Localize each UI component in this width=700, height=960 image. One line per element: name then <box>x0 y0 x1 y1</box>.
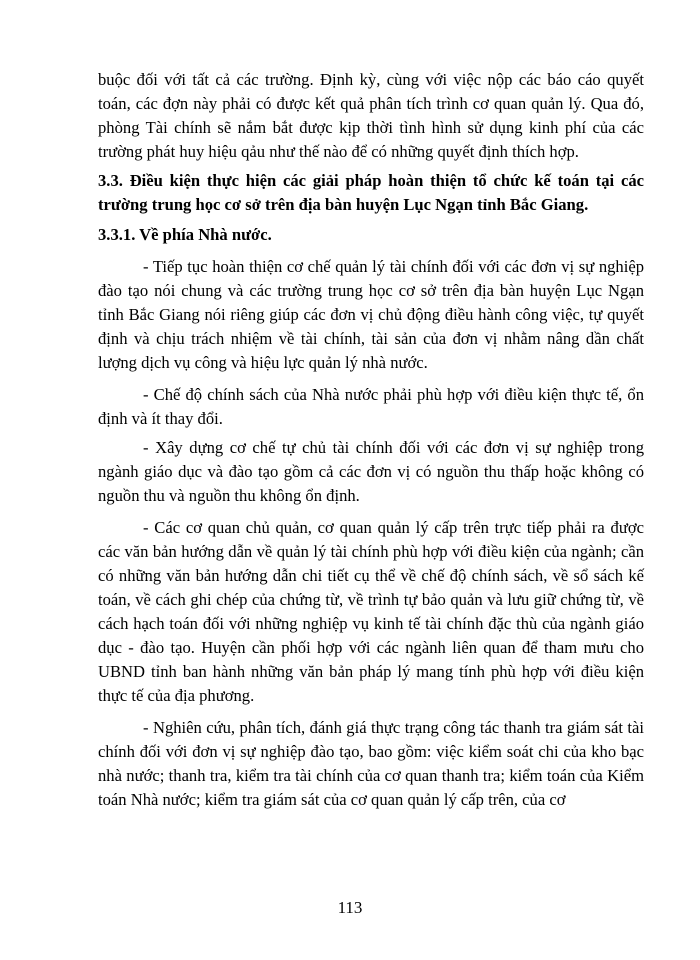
intro-paragraph: buộc đối với tất cả các trường. Định kỳ, cùng với việc nộp các báo cáo quyết toán, các đợn này phải có được kết quả phân tích trình cơ quan quản lý. Qua đó, phòng Tài chính sẽ nắm bắt được kịp thời tình hình sử dụng kinh phí của các trường phát huy hiệu qảu như thế nào để có những quyết định thích hợp. <box>98 70 644 161</box>
section-heading: 3.3. Điều kiện thực hiện các giải pháp hoàn thiện tổ chức kế toán tại các trường trung học cơ sở trên địa bàn huyện Lục Ngạn tỉnh Bắc Giang. <box>98 171 644 214</box>
bullet-paragraph-1: - Tiếp tục hoàn thiện cơ chế quản lý tài chính đối với các đơn vị sự nghiệp đào tạo nói chung và các trường trung học cơ sở trên địa bàn huyện Lục Ngạn tỉnh Bắc Giang nói riêng giúp các đơn vị chủ động điều hành công việc, tự quyết định và chịu trách nhiệm về tài chính, tài sản của đơn vị nhằm nâng dần chất lượng dịch vụ công và hiệu lực quản lý nhà nước. <box>98 257 644 372</box>
subsection-heading: 3.3.1. Về phía Nhà nước. <box>98 225 272 244</box>
bullet-paragraph-3: - Xây dựng cơ chế tự chủ tài chính đối với các đơn vị sự nghiệp trong ngành giáo dục và đào tạo gồm cả các đơn vị có nguồn thu thấp hoặc không có nguồn thu và nguồn thu không ổn định. <box>98 438 644 505</box>
bullet-paragraph-5: - Nghiên cứu, phân tích, đánh giá thực trạng công tác thanh tra giám sát tài chính đối với đơn vị sự nghiệp đào tạo, bao gồm: việc kiểm soát chi của kho bạc nhà nước; thanh tra, kiểm tra tài chính của cơ quan thanh tra; kiểm toán của Kiểm toán Nhà nước; kiểm tra giám sát của cơ quan quản lý cấp trên, của cơ <box>98 718 644 809</box>
document-body <box>98 68 644 817</box>
page-number: 113 <box>337 898 363 917</box>
bullet-paragraph-4: - Các cơ quan chủ quản, cơ quan quản lý cấp trên trực tiếp phải ra được các văn bản hướng dẫn về quản lý tài chính phù hợp với điều kiện của ngành; cần có những văn bản hướng dẫn chi tiết cụ thể về chế độ chính sách, về sổ sách kế toán, về cách ghi chép của chứng từ, về trình tự bảo quản và lưu giữ chứng từ, về cách hạch toán đối với những nghiệp vụ kinh tế tài chính đặc thù của ngành giáo dục - đào tạo. Huyện cần phối hợp với các ngành liên quan để tham mưu cho UBND tỉnh ban hành những văn bản pháp lý mang tính phù hợp với điều kiện thực tế của địa phương. <box>98 518 644 705</box>
bullet-paragraph-2: - Chế độ chính sách của Nhà nước phải phù hợp với điều kiện thực tế, ổn định và ít thay đổi. <box>98 385 644 428</box>
